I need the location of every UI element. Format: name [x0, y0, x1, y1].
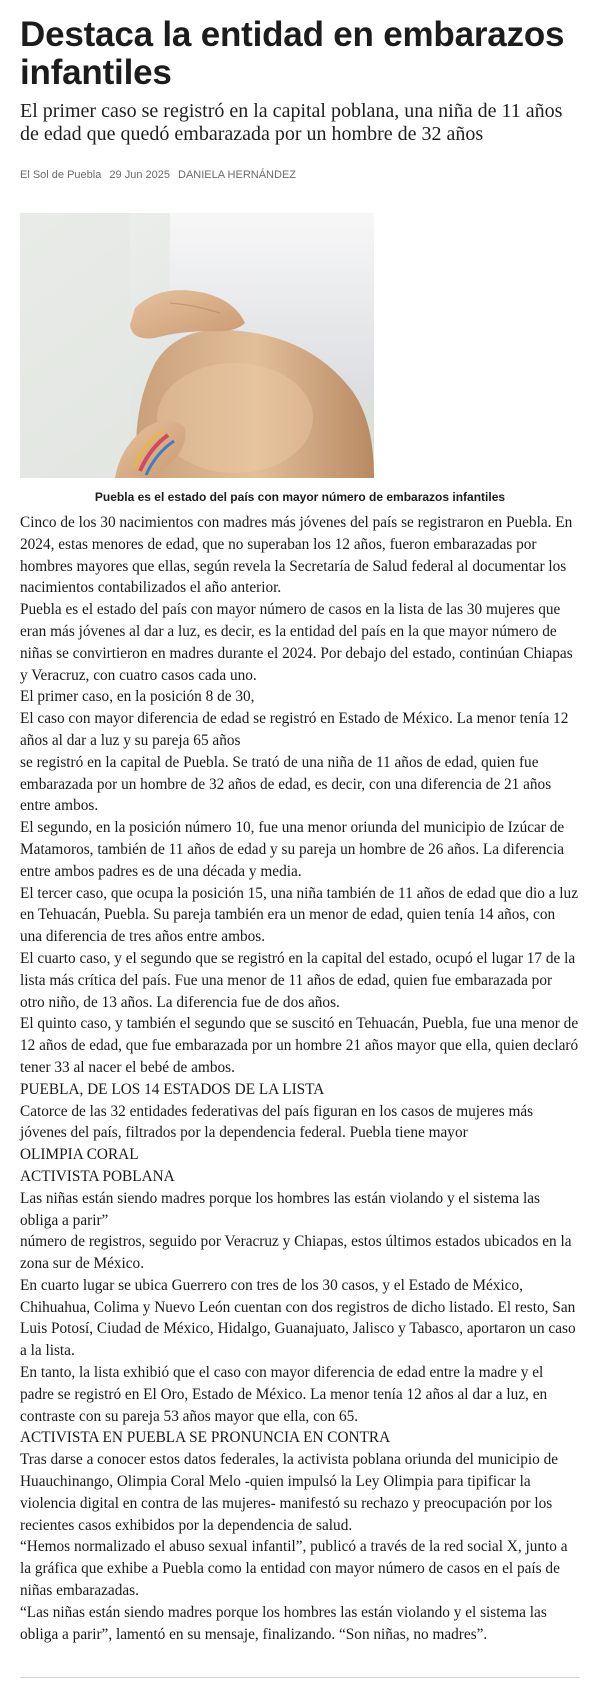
byline-author[interactable]: DANIELA HERNÁNDEZ	[178, 169, 297, 181]
paragraph: En tanto, la lista exhibió que el caso con mayor diferencia de edad entre la madre y el padre se registró en El Oro, Estado de México. La menor tenía 12 años al dar a luz, en contraste con su pareja 53 años mayor que ella, con 65.	[20, 1364, 548, 1425]
pullquote-text: Las niñas están siendo madres porque los hombres las están violando y el sistema las obliga a parir”	[20, 1189, 540, 1229]
image-caption: Puebla es el estado del país con mayor número de embarazos infantiles	[94, 490, 506, 504]
byline-date: 29 Jun 2025	[109, 169, 170, 181]
article-image	[20, 213, 374, 478]
section-heading: ACTIVISTA EN PUEBLA SE PRONUNCIA EN CONTRA	[20, 1429, 391, 1447]
byline-source[interactable]: El Sol de Puebla	[20, 169, 102, 181]
bottom-divider	[20, 1677, 580, 1678]
paragraph: El segundo, en la posición número 10, fue una menor oriunda del municipio de Izúcar de Matamoros, también de 11 años de edad y su pareja un hombre de 26 años. La diferencia entre ambos padres es de una década y media.	[20, 819, 565, 880]
pregnant-belly-illustration	[20, 213, 374, 478]
paragraph: Cinco de los 30 nacimientos con madres más jóvenes del país se registraron en Puebla. En 2024, estas menores de edad, que no superaban los 12 años, fueron embarazadas por hombres mayores que ellas, según revela la Secretaría de Salud federal al documentar los nacimientos contabilizados el año anterior.	[20, 514, 573, 597]
paragraph: El quinto caso, y también el segundo que se suscitó en Tehuacán, Puebla, fue una menor de 12 años de edad, que fue embarazada por un hombre 21 años mayor que ella, quien declaró tener 33 al nacer el bebé de ambos.	[20, 1015, 579, 1076]
article-body	[20, 512, 580, 1645]
paragraph: Tras darse a conocer estos datos federales, la activista poblana oriunda del municipio de Huauchinango, Olimpia Coral Melo -quien impulsó la Ley Olimpia para tipificar la violencia digital en contra de las mujeres- manifestó su rechazo y preocupación por los recientes casos exhibidos por la dependencia de salud.	[20, 1451, 559, 1534]
section-heading: PUEBLA, DE LOS 14 ESTADOS DE LA LISTA	[20, 1080, 325, 1098]
article-container	[20, 0, 580, 1645]
article-subtitle: El primer caso se registró en la capital poblana, una niña de 11 años de edad que quedó embarazada por un hombre de 32 años	[20, 100, 563, 145]
paragraph: El primer caso, en la posición 8 de 30,	[20, 688, 255, 706]
pullquote-name: OLIMPIA CORAL	[20, 1146, 139, 1164]
paragraph: Puebla es el estado del país con mayor número de casos en la lista de las 30 mujeres que eran más jóvenes al dar a luz, es decir, es la entidad del país en la que mayor número de niñas se convirtieron en madres durante el 2024. Por debajo del estado, continúan Chiapas y Veracruz, con cuatro casos cada uno.	[20, 601, 573, 684]
paragraph: se registró en la capital de Puebla. Se trató de una niña de 11 años de edad, quien fue embarazada por un hombre de 32 años de edad, es decir, con una diferencia de 21 años entre ambos.	[20, 753, 552, 815]
article-title: Destaca la entidad en embarazos infantiles	[20, 15, 565, 92]
pullquote-role: ACTIVISTA POBLANA	[20, 1167, 175, 1185]
paragraph: número de registros, seguido por Veracruz y Chiapas, estos últimos estados ubicados en la zona sur de México.	[20, 1233, 572, 1273]
paragraph: El cuarto caso, y el segundo que se registró en la capital del estado, ocupó el lugar 17 de la lista más crítica del país. Fue una menor de 11 años de edad, quien fue embarazada por otro niño, de 13 años. La diferencia fue de dos años.	[20, 949, 576, 1011]
paragraph: “Hemos normalizado el abuso sexual infantil”, publicó a través de la red social X, junto a la gráfica que exhibe a Puebla como la entidad con mayor número de casos en el país de niñas embarazadas.	[20, 1538, 568, 1600]
byline	[20, 169, 580, 183]
paragraph: El tercer caso, que ocupa la posición 15, una niña también de 11 años de edad que dio a luz en Tehuacán, Puebla. Su pareja también era un menor de edad, quien tenía 14 años, con una diferencia de tres años entre ambos.	[20, 884, 578, 946]
paragraph: El caso con mayor diferencia de edad se registró en Estado de México. La menor tenía 12 años al dar a luz y su pareja 65 años	[20, 710, 569, 749]
paragraph: “Las niñas están siendo madres porque los hombres las están violando y el sistema las obliga a parir”, lamentó en su mensaje, finalizando. “Son niñas, no madres”.	[20, 1603, 547, 1643]
paragraph: En cuarto lugar se ubica Guerrero con tres de los 30 casos, y el Estado de México, Chihuahua, Colima y Nuevo León cuentan con dos registros de dicho listado. El resto, San Luis Potosí, Ciudad de México, Hidalgo, Guanajuato, Jalisco y Tabasco, aportaron un caso a la lista.	[20, 1276, 576, 1360]
paragraph: Catorce de las 32 entidades federativas del país figuran en los casos de mujeres más jóvenes del país, filtrados por la dependencia federal. Puebla tiene mayor	[20, 1102, 534, 1142]
